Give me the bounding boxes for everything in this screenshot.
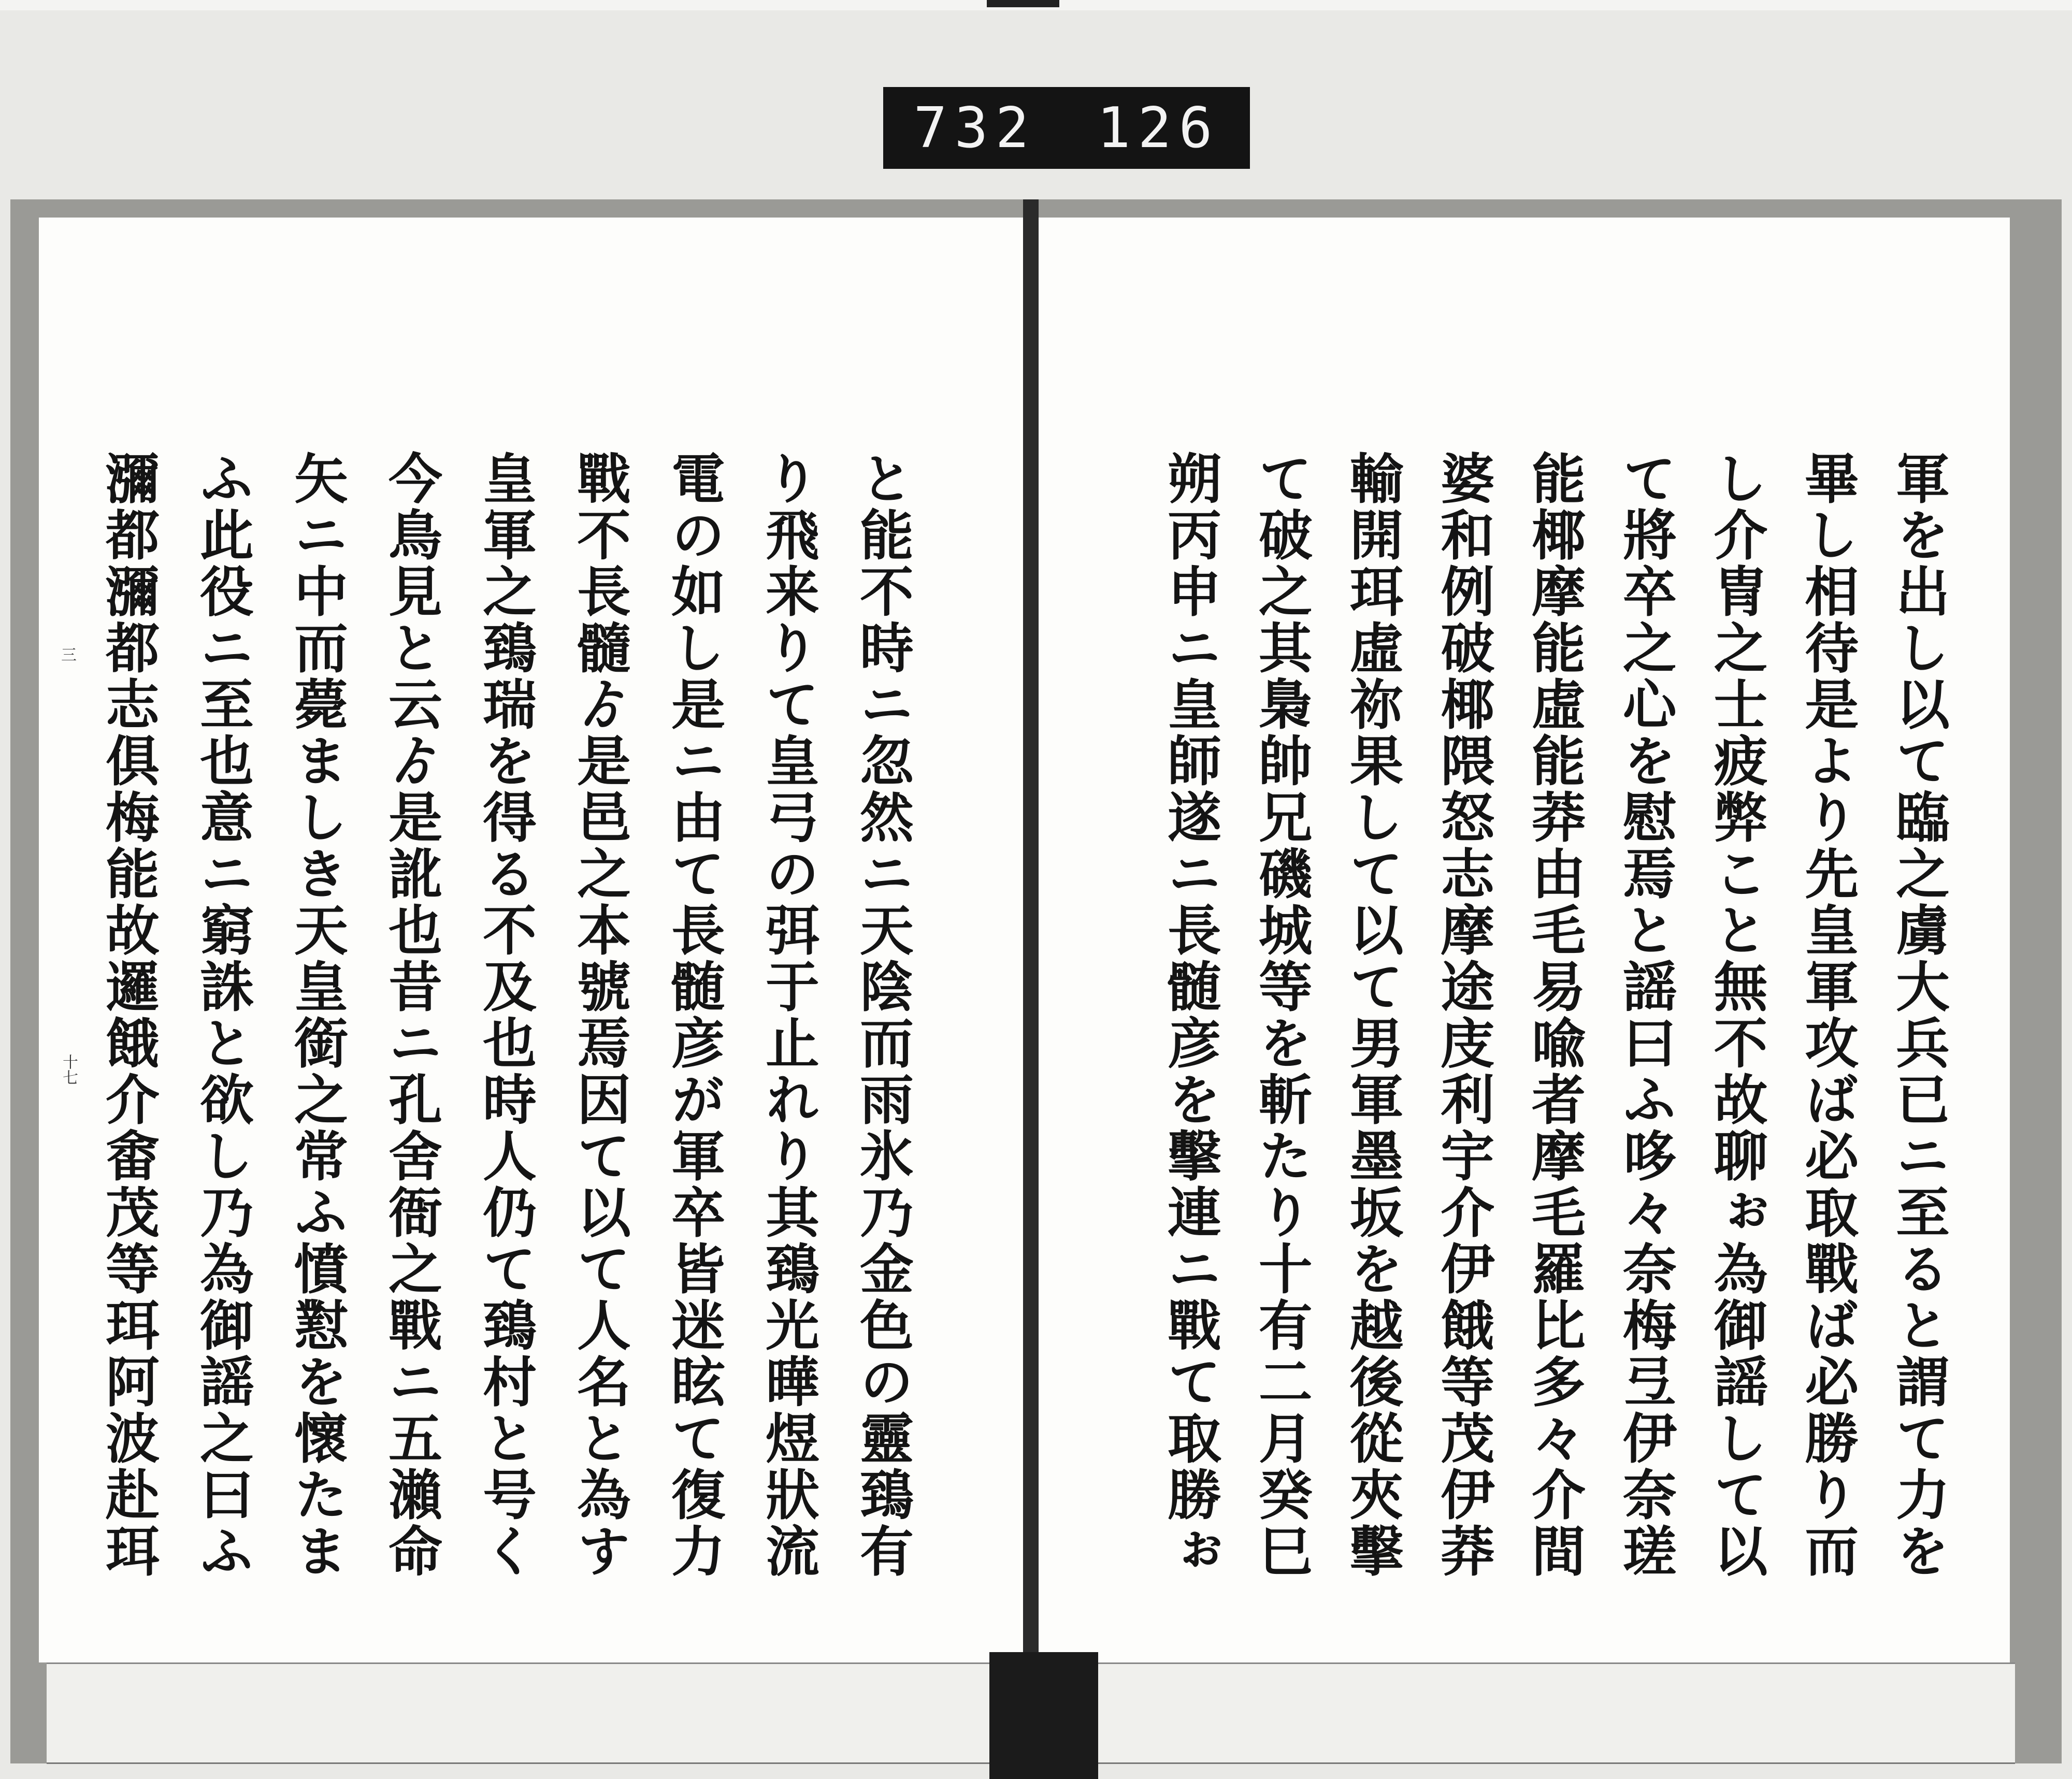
book-gutter xyxy=(1023,199,1039,1665)
text-column: と能不時ニ忽然ニ天陰而雨氷乃金色の靈鵄有 xyxy=(851,451,914,1580)
text-column: 婆和例破椰隈怒志摩途庋利宇介伊餓等茂伊莽 xyxy=(1431,451,1495,1580)
text-column: て破之其梟帥兄磯城等を斬たり十有二月癸巳 xyxy=(1249,451,1313,1580)
text-column: 今鳥見と云ゟ是訛也昔ニ孔舍衙之戰ニ五瀨命 xyxy=(379,451,443,1580)
frame-number: 126 xyxy=(1097,95,1220,161)
text-column: 軍を出し以て臨之虜大兵已ニ至ると謂て力を xyxy=(1887,451,1950,1580)
text-column: ふ此役ニ至也意ニ窮誅と欲し乃為御謡之曰ふ xyxy=(191,451,254,1580)
right-page-text xyxy=(1158,451,1950,1580)
left-page-text xyxy=(96,451,914,1580)
text-column: 畢し相待是より先皇軍攻ば必取戰ば必勝り而 xyxy=(1795,451,1860,1580)
right-page-edge xyxy=(1093,1662,2015,1764)
text-column: 戰不長髓ゟ是邑之本號焉因て以て人名と為す xyxy=(568,451,631,1580)
microfilm-frame-label xyxy=(883,87,1250,169)
text-column: し介冑之士疲弊こと無不故聊ぉ為御謡して以 xyxy=(1704,451,1768,1580)
spine-block xyxy=(989,1652,1098,1779)
text-column: 瀰都瀰都志俱梅能故邏餓介畬茂等珥阿波赴珥 xyxy=(96,451,160,1580)
text-column: 皇軍之鵄瑞を得る不及也時人仍て鵄村と号く xyxy=(473,451,537,1580)
scan-top-tab xyxy=(987,0,1059,7)
margin-mark: 十七 xyxy=(60,1054,78,1085)
film-number: 732 xyxy=(913,95,1037,161)
text-column: 輸開珥虛祢果して以て男軍墨坂を越後從夾擊 xyxy=(1340,451,1404,1580)
text-column: り飛来りて皇弓の弭于止れり其鵄光曄煜狀流 xyxy=(756,451,820,1580)
text-column: て將卒之心を慰焉と謡曰ふ哆々奈梅弖伊奈瑳 xyxy=(1613,451,1677,1580)
left-page-edge xyxy=(47,1662,1000,1764)
text-column: 朔丙申ニ皇師遂ニ長髄彦を擊連ニ戰て取勝ぉ xyxy=(1158,451,1222,1580)
text-column: 電の如し是ニ由て長髄彦が軍卒皆迷眩て復力 xyxy=(662,451,726,1580)
text-column: 能椰摩能虛能莽由毛易喩者摩毛羅比多々介間 xyxy=(1522,451,1586,1580)
text-column: 矢ニ中而薨ましき天皇銜之常ふ憤懟を懷たま xyxy=(285,451,349,1580)
margin-mark: 三 xyxy=(61,646,77,664)
